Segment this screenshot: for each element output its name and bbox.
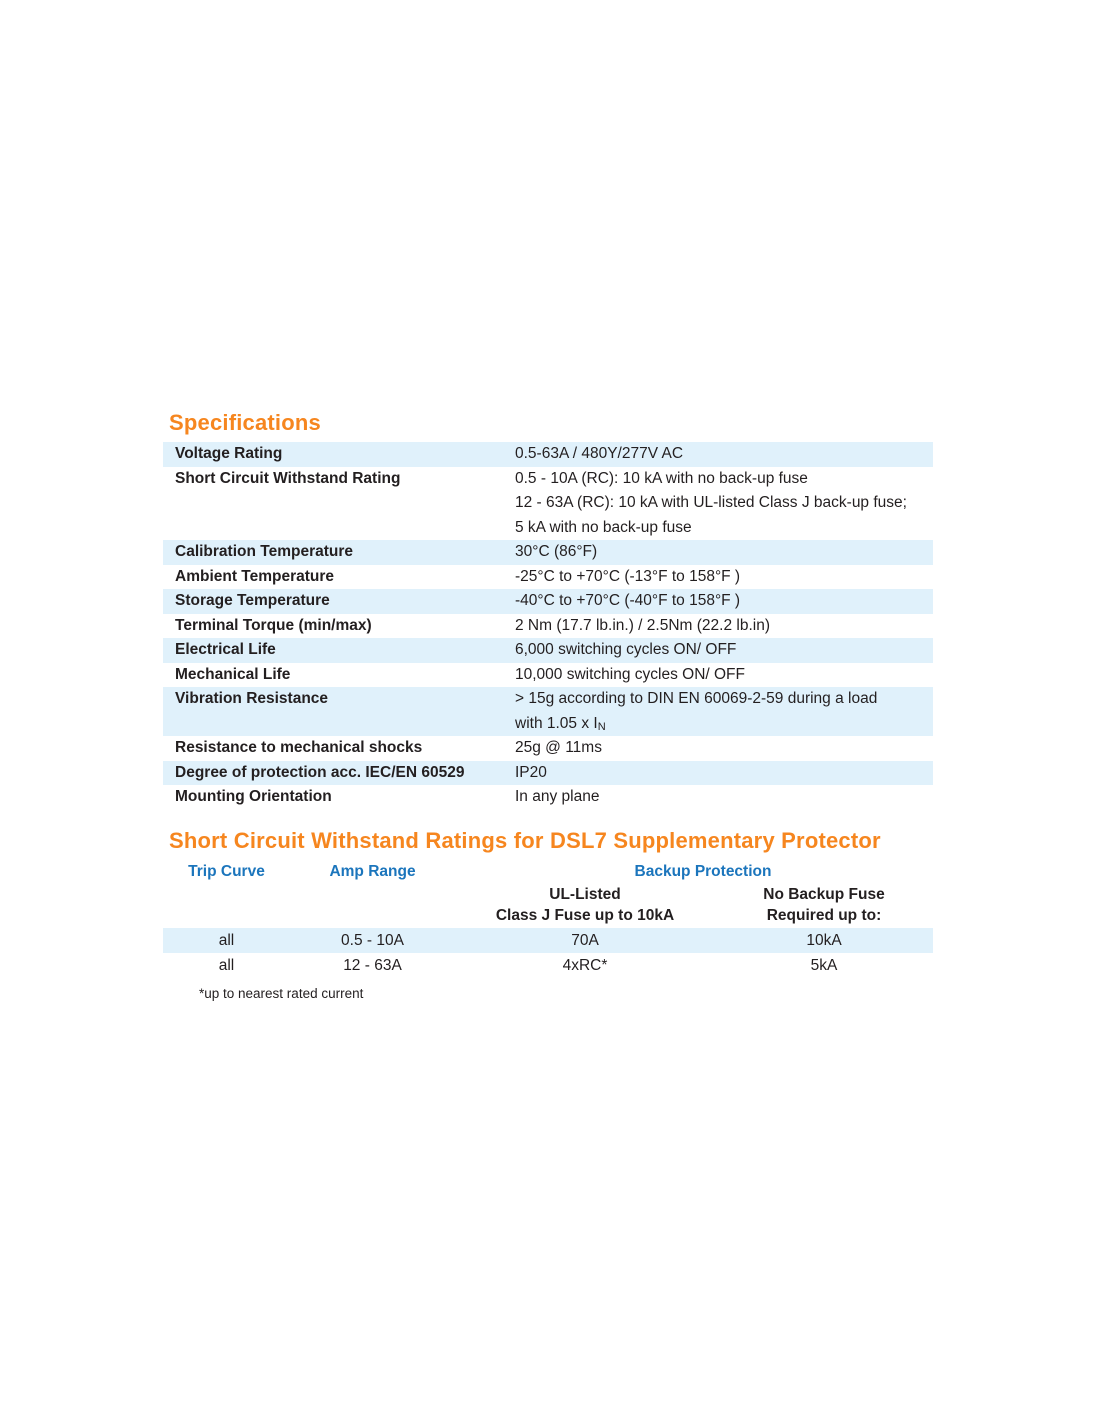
spec-value-line: 2 Nm (17.7 lb.in.) / 2.5Nm (22.2 lb.in) [515, 616, 770, 634]
ratings-header-row [163, 860, 933, 884]
spec-label: Mechanical Life [175, 665, 291, 683]
spec-value-line: > 15g according to DIN EN 60069-2-59 during a load [515, 690, 878, 707]
subheader-line: Required up to: [766, 907, 882, 924]
spec-value-line: -25°C to +70°C (-13°F to 158°F ) [515, 567, 741, 585]
spec-value-line: In any plane [515, 788, 600, 805]
cell-amp-range: 0.5 - 10A [341, 932, 404, 949]
subheader-no-backup-fuse [715, 884, 933, 926]
spec-label: Mounting Orientation [175, 788, 332, 805]
specifications-table [163, 442, 933, 810]
spec-value [515, 785, 933, 810]
spec-value-line: 0.5-63A / 480Y/277V AC [515, 445, 684, 462]
spec-value-line: -40°C to +70°C (-40°F to 158°F ) [515, 592, 741, 609]
footnote: *up to nearest rated current [199, 986, 364, 1001]
specifications-heading: Specifications [169, 410, 321, 435]
cell-trip-curve: all [218, 932, 235, 949]
spec-row-calibration-temperature [163, 540, 933, 565]
spec-label: Voltage Rating [175, 445, 283, 462]
ratings-table [163, 860, 933, 978]
column-header-backup-protection: Backup Protection [634, 863, 772, 880]
spec-label: Short Circuit Withstand Rating [175, 469, 401, 487]
spec-value-text: with 1.05 x I [515, 714, 598, 732]
column-header-amp-range: Amp Range [329, 863, 416, 880]
spec-label: Ambient Temperature [175, 567, 335, 585]
cell-ul-listed: 4xRC* [562, 957, 608, 974]
subscript-n: N [597, 720, 606, 733]
spec-label: Terminal Torque (min/max) [175, 616, 372, 634]
ratings-heading: Short Circuit Withstand Ratings for DSL7 Supplementary Protector [169, 828, 881, 853]
spec-value [515, 442, 933, 467]
ratings-subheader-row [163, 884, 933, 928]
spec-value-line: 6,000 switching cycles ON/ OFF [515, 641, 737, 658]
spec-value [515, 565, 933, 590]
cell-ul-listed: 70A [571, 932, 599, 949]
spec-row-electrical-life [163, 638, 933, 663]
spec-row-voltage-rating [163, 442, 933, 467]
spec-value [515, 540, 933, 565]
subheader-ul-listed [455, 884, 715, 926]
spec-value [515, 589, 933, 614]
spec-label: Calibration Temperature [175, 543, 354, 560]
spec-label: Resistance to mechanical shocks [175, 739, 423, 756]
spec-value-line: 12 - 63A (RC): 10 kA with UL-listed Class J back-up fuse; [515, 494, 907, 511]
spec-value-line: IP20 [515, 763, 547, 781]
spec-row-mechanical-shocks [163, 736, 933, 761]
spec-value-line [515, 712, 933, 737]
spec-label: Storage Temperature [175, 592, 330, 609]
column-header-trip-curve: Trip Curve [188, 863, 265, 880]
spec-value-line: 30°C (86°F) [515, 543, 598, 560]
subheader-empty [163, 884, 290, 926]
cell-no-backup: 5kA [810, 957, 838, 974]
spec-row-ambient-temperature [163, 565, 933, 590]
spec-row-degree-of-protection [163, 761, 933, 786]
spec-row-storage-temperature [163, 589, 933, 614]
spec-value [515, 736, 933, 761]
ratings-row-2 [163, 953, 933, 978]
spec-value-line: 0.5 - 10A (RC): 10 kA with no back-up fuse [515, 469, 808, 487]
cell-no-backup: 10kA [806, 932, 842, 949]
spec-value [515, 687, 933, 736]
subheader-line: UL-Listed [549, 886, 621, 903]
spec-row-mechanical-life [163, 663, 933, 688]
cell-amp-range: 12 - 63A [343, 957, 402, 974]
spec-row-mounting-orientation [163, 785, 933, 810]
spec-row-short-circuit-withstand [163, 467, 933, 541]
spec-row-vibration-resistance [163, 687, 933, 736]
spec-value-line: 25g @ 11ms [515, 739, 602, 756]
spec-value [515, 638, 933, 663]
ratings-row-1 [163, 928, 933, 953]
subheader-empty [290, 884, 455, 926]
spec-label: Electrical Life [175, 641, 276, 658]
spec-value [515, 467, 933, 541]
spec-value-line: 5 kA with no back-up fuse [515, 518, 692, 536]
spec-label: Vibration Resistance [175, 690, 329, 707]
spec-row-terminal-torque [163, 614, 933, 639]
spec-value [515, 761, 933, 786]
spec-value-line: 10,000 switching cycles ON/ OFF [515, 665, 745, 683]
cell-trip-curve: all [218, 957, 235, 974]
spec-label: Degree of protection acc. IEC/EN 60529 [175, 763, 465, 781]
subheader-line: No Backup Fuse [763, 886, 885, 903]
spec-value [515, 663, 933, 688]
spec-value [515, 614, 933, 639]
subheader-line: Class J Fuse up to 10kA [495, 907, 675, 924]
